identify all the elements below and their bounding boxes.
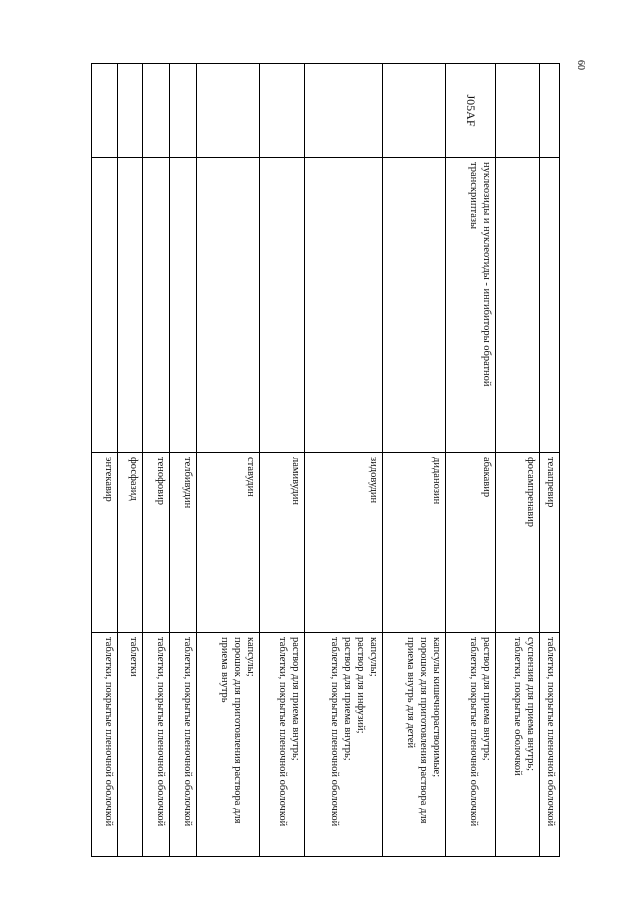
atc-code-cell	[197, 64, 260, 158]
atc-code-cell	[540, 64, 560, 158]
group-name-cell	[260, 158, 305, 453]
drug-table	[91, 63, 560, 857]
dosage-forms-cell: раствор для приема внутрь; таблетки, покрытые пленочной оболочкой	[446, 633, 496, 857]
table-row	[496, 64, 540, 857]
drug-name-cell: фосфазид	[118, 453, 143, 633]
table-row	[118, 64, 143, 857]
drug-name-cell: зидовудин	[305, 453, 383, 633]
group-name-cell	[170, 158, 197, 453]
group-name-cell	[383, 158, 446, 453]
table-row	[383, 64, 446, 857]
dosage-forms-cell: таблетки	[118, 633, 143, 857]
group-name-cell	[496, 158, 540, 453]
drug-name-cell: фосампренавир	[496, 453, 540, 633]
dosage-forms-cell: таблетки, покрытые пленочной оболочкой	[170, 633, 197, 857]
atc-code-cell	[383, 64, 446, 158]
table-row	[540, 64, 560, 857]
group-name-cell	[305, 158, 383, 453]
table-row	[197, 64, 260, 857]
table-row	[305, 64, 383, 857]
drug-name-cell: абакавир	[446, 453, 496, 633]
atc-code-cell	[305, 64, 383, 158]
drug-name-cell: тенофовир	[143, 453, 170, 633]
group-name-cell: нуклеозиды и нуклеотиды - ингибиторы обратной транскриптазы	[446, 158, 496, 453]
drug-name-cell: телапревир	[540, 453, 560, 633]
atc-code-cell: J05AF	[446, 64, 496, 158]
table-row	[170, 64, 197, 857]
atc-code-cell	[260, 64, 305, 158]
table-row	[446, 64, 496, 857]
drug-name-cell: ламивудин	[260, 453, 305, 633]
group-name-cell	[143, 158, 170, 453]
atc-code-cell	[496, 64, 540, 158]
dosage-forms-cell: капсулы кишечнорастворимые; порошок для приготовления раствора для приема внутрь для детей	[383, 633, 446, 857]
table-row	[143, 64, 170, 857]
drug-name-cell: телбивудин	[170, 453, 197, 633]
atc-code-cell	[170, 64, 197, 158]
dosage-forms-cell: капсулы; раствор для инфузий; раствор для приема внутрь; таблетки, покрытые пленочной оболочкой	[305, 633, 383, 857]
dosage-forms-cell: таблетки, покрытые пленочной оболочкой	[540, 633, 560, 857]
drug-name-cell: энтекавир	[92, 453, 118, 633]
drug-name-cell: ставудин	[197, 453, 260, 633]
table-row	[260, 64, 305, 857]
group-name-cell	[118, 158, 143, 453]
atc-code-cell	[92, 64, 118, 158]
drug-name-cell: диданозин	[383, 453, 446, 633]
drug-table-rotated	[86, 63, 560, 856]
group-name-cell	[197, 158, 260, 453]
dosage-forms-cell: раствор для приема внутрь; таблетки, покрытые пленочной оболочкой	[260, 633, 305, 857]
table-row	[92, 64, 118, 857]
dosage-forms-cell: таблетки, покрытые пленочной оболочкой	[92, 633, 118, 857]
group-name-cell	[92, 158, 118, 453]
atc-code-cell	[143, 64, 170, 158]
dosage-forms-cell: таблетки, покрытые пленочной оболочкой	[143, 633, 170, 857]
dosage-forms-cell: суспензия для приема внутрь; таблетки, покрытые оболочкой	[496, 633, 540, 857]
group-name-cell	[540, 158, 560, 453]
page-number: 60	[575, 60, 587, 70]
dosage-forms-cell: капсулы; порошок для приготовления раствора для приема внутрь	[197, 633, 260, 857]
atc-code-cell	[118, 64, 143, 158]
